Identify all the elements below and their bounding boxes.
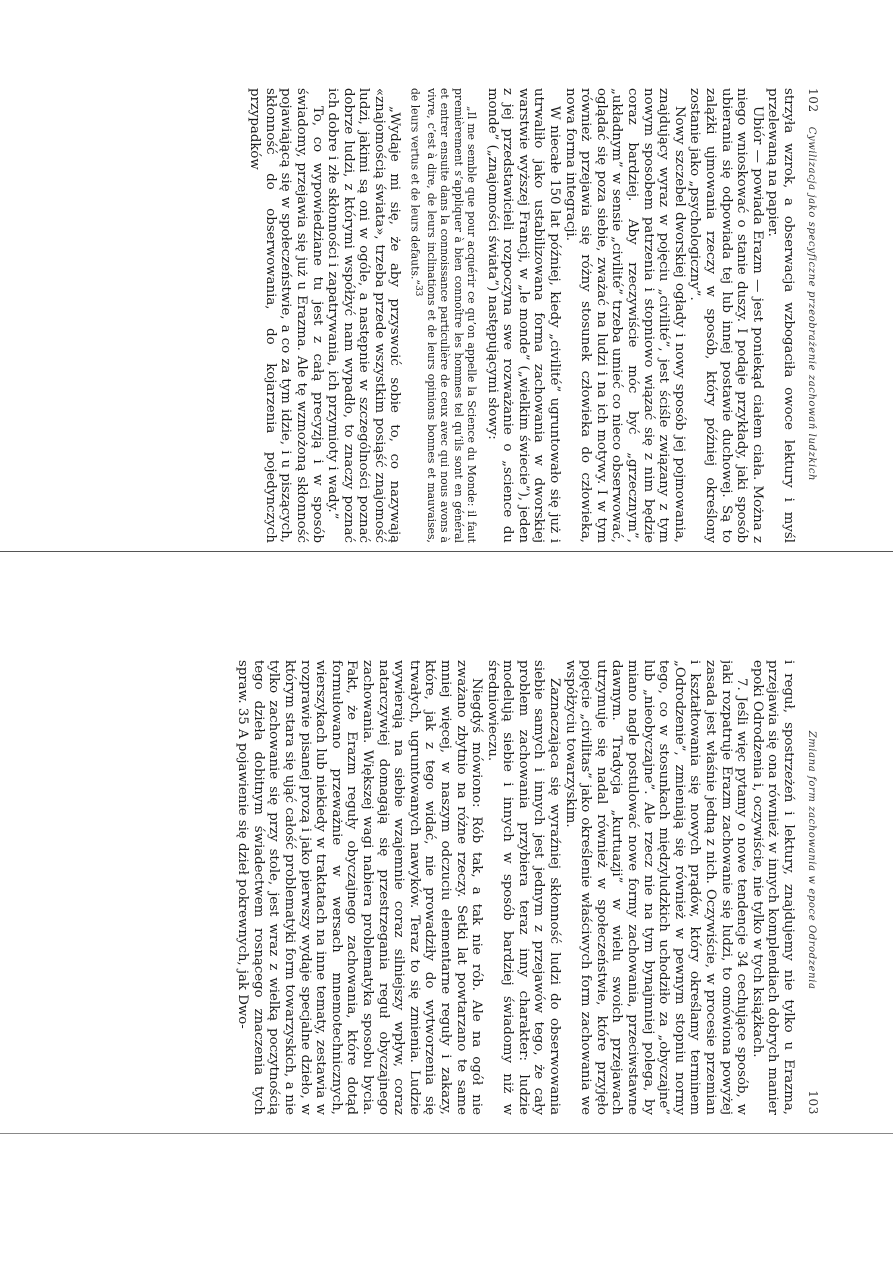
scan-divider [0,1133,893,1134]
page-header [806,88,820,543]
quote-text: „Il me semble que pour acquérir ce qu’on appelle la Science du Monde: il faut premièrement s’appliquer à bien connoître les hommes tel qu’ils sont en général et entrer ensuite dans la connoissance particulière de ceux avec qui nous avons à vivre, c’est à dire, de leurs inclinations et de leurs opinions bonnes et mauvaises, de leurs vertus et de leurs defauts.” [408,88,479,543]
running-head: Zmiana form zachowania w epoce Odrodzenia [806,730,817,990]
page-number: 103 [806,1090,820,1115]
paragraph: Zaznaczająca się wyraźniej skłonność ludzi do obserwowania siebie samych i innych jest jednym z przejawów tego, że cały problem zachowania przybiera teraz inny charakter: ludzie modelują siebie i innych w sposób bardziej świadomy niż w średniowieczu. [484,660,563,1115]
text-column [235,660,796,1115]
french-quote [409,88,479,543]
scan-divider [0,551,893,552]
paragraph: strzyła wzrok, a obserwacja wzbogaciła owoce lektury i myśl przelewaną na papier. [765,88,796,543]
paragraph: „Wydaje mi się, że aby przyswoić sobie to, co nazywają «znajomością świata», trzeba przede wszystkim posiąść znajomość ludzi, jakimi są oni w ogóle, a następnie w szczególności poznać dobrze ludzi, z którymi współżyć nam wypadło, to znaczy poznać ich dobre i złe skłonności i zapatrywania, ich przymioty i wady.” [325,88,403,543]
running-head: Cywilizacja jako specyficzne przeobrażenie zachowań ludzkich [806,126,817,482]
page-number: 102 [806,88,820,113]
paragraph: Ubiór — powiada Erazm — jest poniekąd ciałem ciała. Można z niego wnioskować o stanie duszy. I podaje przykłady, jaki sposób ubierania się odpowiada tej lub innej postawie duchowej. Są to zalążki ujmowania rzeczy w sposób, który później określony zostanie jako „psychologiczny”. [687,88,765,543]
paragraph: To, co wypowiedziane tu jest z całą precyzją i w sposób świadomy, przejawia się już u Erazma. Ale tę wzmożoną skłonność pojawiającą się w społeczeństwie, a co za tym idzie, i u piszących, skłonność do obserwowania, do kojarzenia pojedynczych przypadków [247,88,325,543]
text-column [247,88,796,543]
paragraph: i reguł, spostrzeżeń i lektury, znajdujemy nie tylko u Erazma, przejawia się ona również w innych komplendiach dobrych manier epoki Odrodzenia i, oczywiście, nie tylko w tych książkach. [749,660,796,1115]
page-103 [55,660,820,1115]
page-header [806,660,820,1115]
paragraph: 7. Jeśli więc pytamy o nowe tendencje 34 cechujące sposób, w jaki rozpatruje Erazm zachowanie się ludzi, to omówiona powyżej zasada jest właśnie jedną z nich. Oczywiście, w procesie przemian i kształtowania się nowych prądów, który określamy terminem „Odrodzenie”, zmieniają się również w pewnym stopniu normy tego, co w stosunkach międzyludzkich uchodziło za „obyczajne” lub „nieobyczajne”. Ale rzecz nie na tym bynajmniej polega, by miano nagle postulować nowe formy zachowania, przeciwstawne dawnym. Tradycja „kurtuazji” w wielu swoich przejawach utrzymuje się nadal również w społeczeństwie, które przyjęło pojęcie „civilitas” jako określenie właściwych form zachowania we współżyciu towarzyskim. [562,660,750,1115]
paragraph: W niecałe 150 lat później, kiedy „civilité” ugruntowało się już i utrwaliło jako ustabilizowana forma zachowania w dworskiej warstwie wyższej Francji, w „le monde” („wielkim świecie”), jeden z jej przedstawicieli rozpoczyna swe rozważanie o „science du monde” („znajomości świata”) następującymi słowy: [484,88,563,543]
footnote-ref: 33 [413,284,424,297]
paragraph: Nowy szczebel dworskiej ogłady i nowy sposób jej pojmowania, znajdujący wyraz w pojęciu „civilité”, jest ściśle związany z tym nowym sposobem patrzenia i stopniowo wiązać się z nim będzie coraz bardziej. Aby rzeczywiście móc być „grzecznym”, „układnym” w sensie „civilité” trzeba umieć co nieco obserwować, oglądać się poza siebie, zważać na ludzi i na ich motywy. I w tym również przejawia się różny stosunek człowieka do człowieka, nowa forma integracji. [562,88,687,543]
paragraph: Niegdyś mówiono: Rób tak, a tak nie rób. Ale na ogół nie zważano zbytnio na różne rzeczy. Setki lat powtarzano te same mniej więcej, w naszym odczuciu elementarne reguły i zakazy, które, jak z tego widać, nie prowadziły do wytworzenia się trwałych, ugruntowanych nawyków. Teraz to się zmienia. Ludzie wywierają na siebie wzajemnie coraz silniejszy wpływ, coraz natarczywiej domagają się przestrzegania reguł obyczajnego zachowania. Większej wagi nabiera problematyka sposobu bycia. Fakt, że Erazm reguły obyczajnego zachowania, które dotąd formułowano przeważnie w wersach mnemotechnicznych, wierszykach lub niekiedy w traktatach na inne tematy, zestawia w rozprawie pisanej prozą i jako pierwszy wydaje specjalne dzieło, w którym stara się ująć całość problematyki form towarzyskich, a nie tylko zachowanie się przy stole, jest wraz z wielką poczytnością tego dzieła dobitnym świadectwem rosnącego znaczenia tych spraw. 35 A pojawienie się dzieł pokrewnych, jak Dwo- [235,660,485,1115]
page-102 [55,88,820,543]
